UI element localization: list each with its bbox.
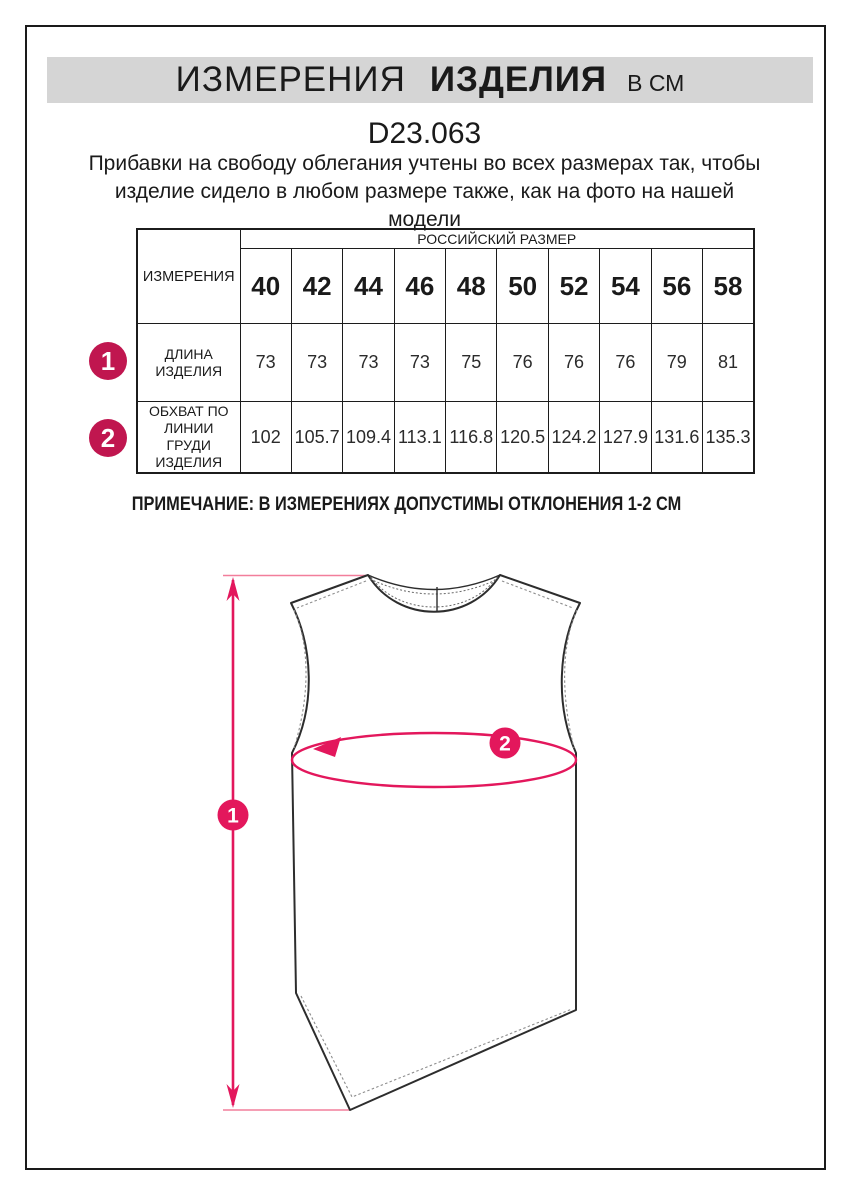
- russian-size-header: РОССИЙСКИЙ РАЗМЕР: [240, 229, 754, 249]
- value-cell: 109.4: [343, 402, 394, 474]
- table-row-length: [137, 324, 754, 402]
- garment-outline: [291, 575, 580, 1110]
- value-cell: 73: [240, 324, 291, 402]
- size-cell: 42: [291, 249, 342, 324]
- value-cell: 76: [497, 324, 548, 402]
- size-cell: 46: [394, 249, 445, 324]
- size-cell: 44: [343, 249, 394, 324]
- badge-2-diagram-number: 2: [499, 732, 511, 756]
- title-text-measurements: ИЗМЕРЕНИЯ: [175, 60, 406, 99]
- size-cell: 50: [497, 249, 548, 324]
- value-cell: 135.3: [703, 402, 754, 474]
- value-cell: 81: [703, 324, 754, 402]
- value-cell: 127.9: [600, 402, 651, 474]
- note: ПРИМЕЧАНИЕ: В ИЗМЕРЕНИЯХ ДОПУСТИМЫ ОТКЛОНЕНИЯ 1-2 СМ: [131, 493, 682, 515]
- row-label-length: ДЛИНА ИЗДЕЛИЯ: [137, 324, 240, 402]
- description-line: изделие сидело в любом размере также, как на фото на нашей: [114, 180, 735, 203]
- garment-diagram: [190, 550, 650, 1130]
- description-line: Прибавки на свободу облегания учтены во всех размерах так, чтобы: [88, 152, 761, 175]
- badge-2-table: [89, 419, 127, 457]
- size-cell: 58: [703, 249, 754, 324]
- value-cell: 105.7: [291, 402, 342, 474]
- badge-1-number: 1: [100, 345, 116, 376]
- back-neckline: [368, 575, 500, 590]
- product-code: D23.063: [367, 117, 482, 150]
- title-text-product: ИЗДЕЛИЯ: [429, 60, 608, 99]
- value-cell: 131.6: [651, 402, 702, 474]
- table-row-chest: [137, 402, 754, 474]
- value-cell: 102: [240, 402, 291, 474]
- value-cell: 124.2: [548, 402, 599, 474]
- size-cell: 48: [446, 249, 497, 324]
- description: [25, 150, 824, 234]
- title-text-units: В СМ: [627, 70, 685, 96]
- badge-2-number: 2: [100, 422, 116, 453]
- measurements-table: [136, 228, 755, 474]
- row-label-chest: ОБХВАТ ПО ЛИНИИ ГРУДИ ИЗДЕЛИЯ: [137, 402, 240, 474]
- size-cell: 52: [548, 249, 599, 324]
- title-bar: [47, 57, 813, 103]
- measurements-column-header: ИЗМЕРЕНИЯ: [137, 229, 240, 324]
- value-cell: 116.8: [446, 402, 497, 474]
- value-cell: 73: [291, 324, 342, 402]
- back-neckline-stitch: [370, 579, 498, 594]
- value-cell: 73: [343, 324, 394, 402]
- value-cell: 73: [394, 324, 445, 402]
- size-cell: 56: [651, 249, 702, 324]
- value-cell: 79: [651, 324, 702, 402]
- value-cell: 76: [548, 324, 599, 402]
- badge-1-table: [89, 342, 127, 380]
- badge-1-diagram-number: 1: [227, 804, 239, 828]
- value-cell: 75: [446, 324, 497, 402]
- value-cell: 76: [600, 324, 651, 402]
- value-cell: 113.1: [394, 402, 445, 474]
- value-cell: 120.5: [497, 402, 548, 474]
- size-cell: 54: [600, 249, 651, 324]
- size-cell: 40: [240, 249, 291, 324]
- description-line: модели: [388, 208, 461, 231]
